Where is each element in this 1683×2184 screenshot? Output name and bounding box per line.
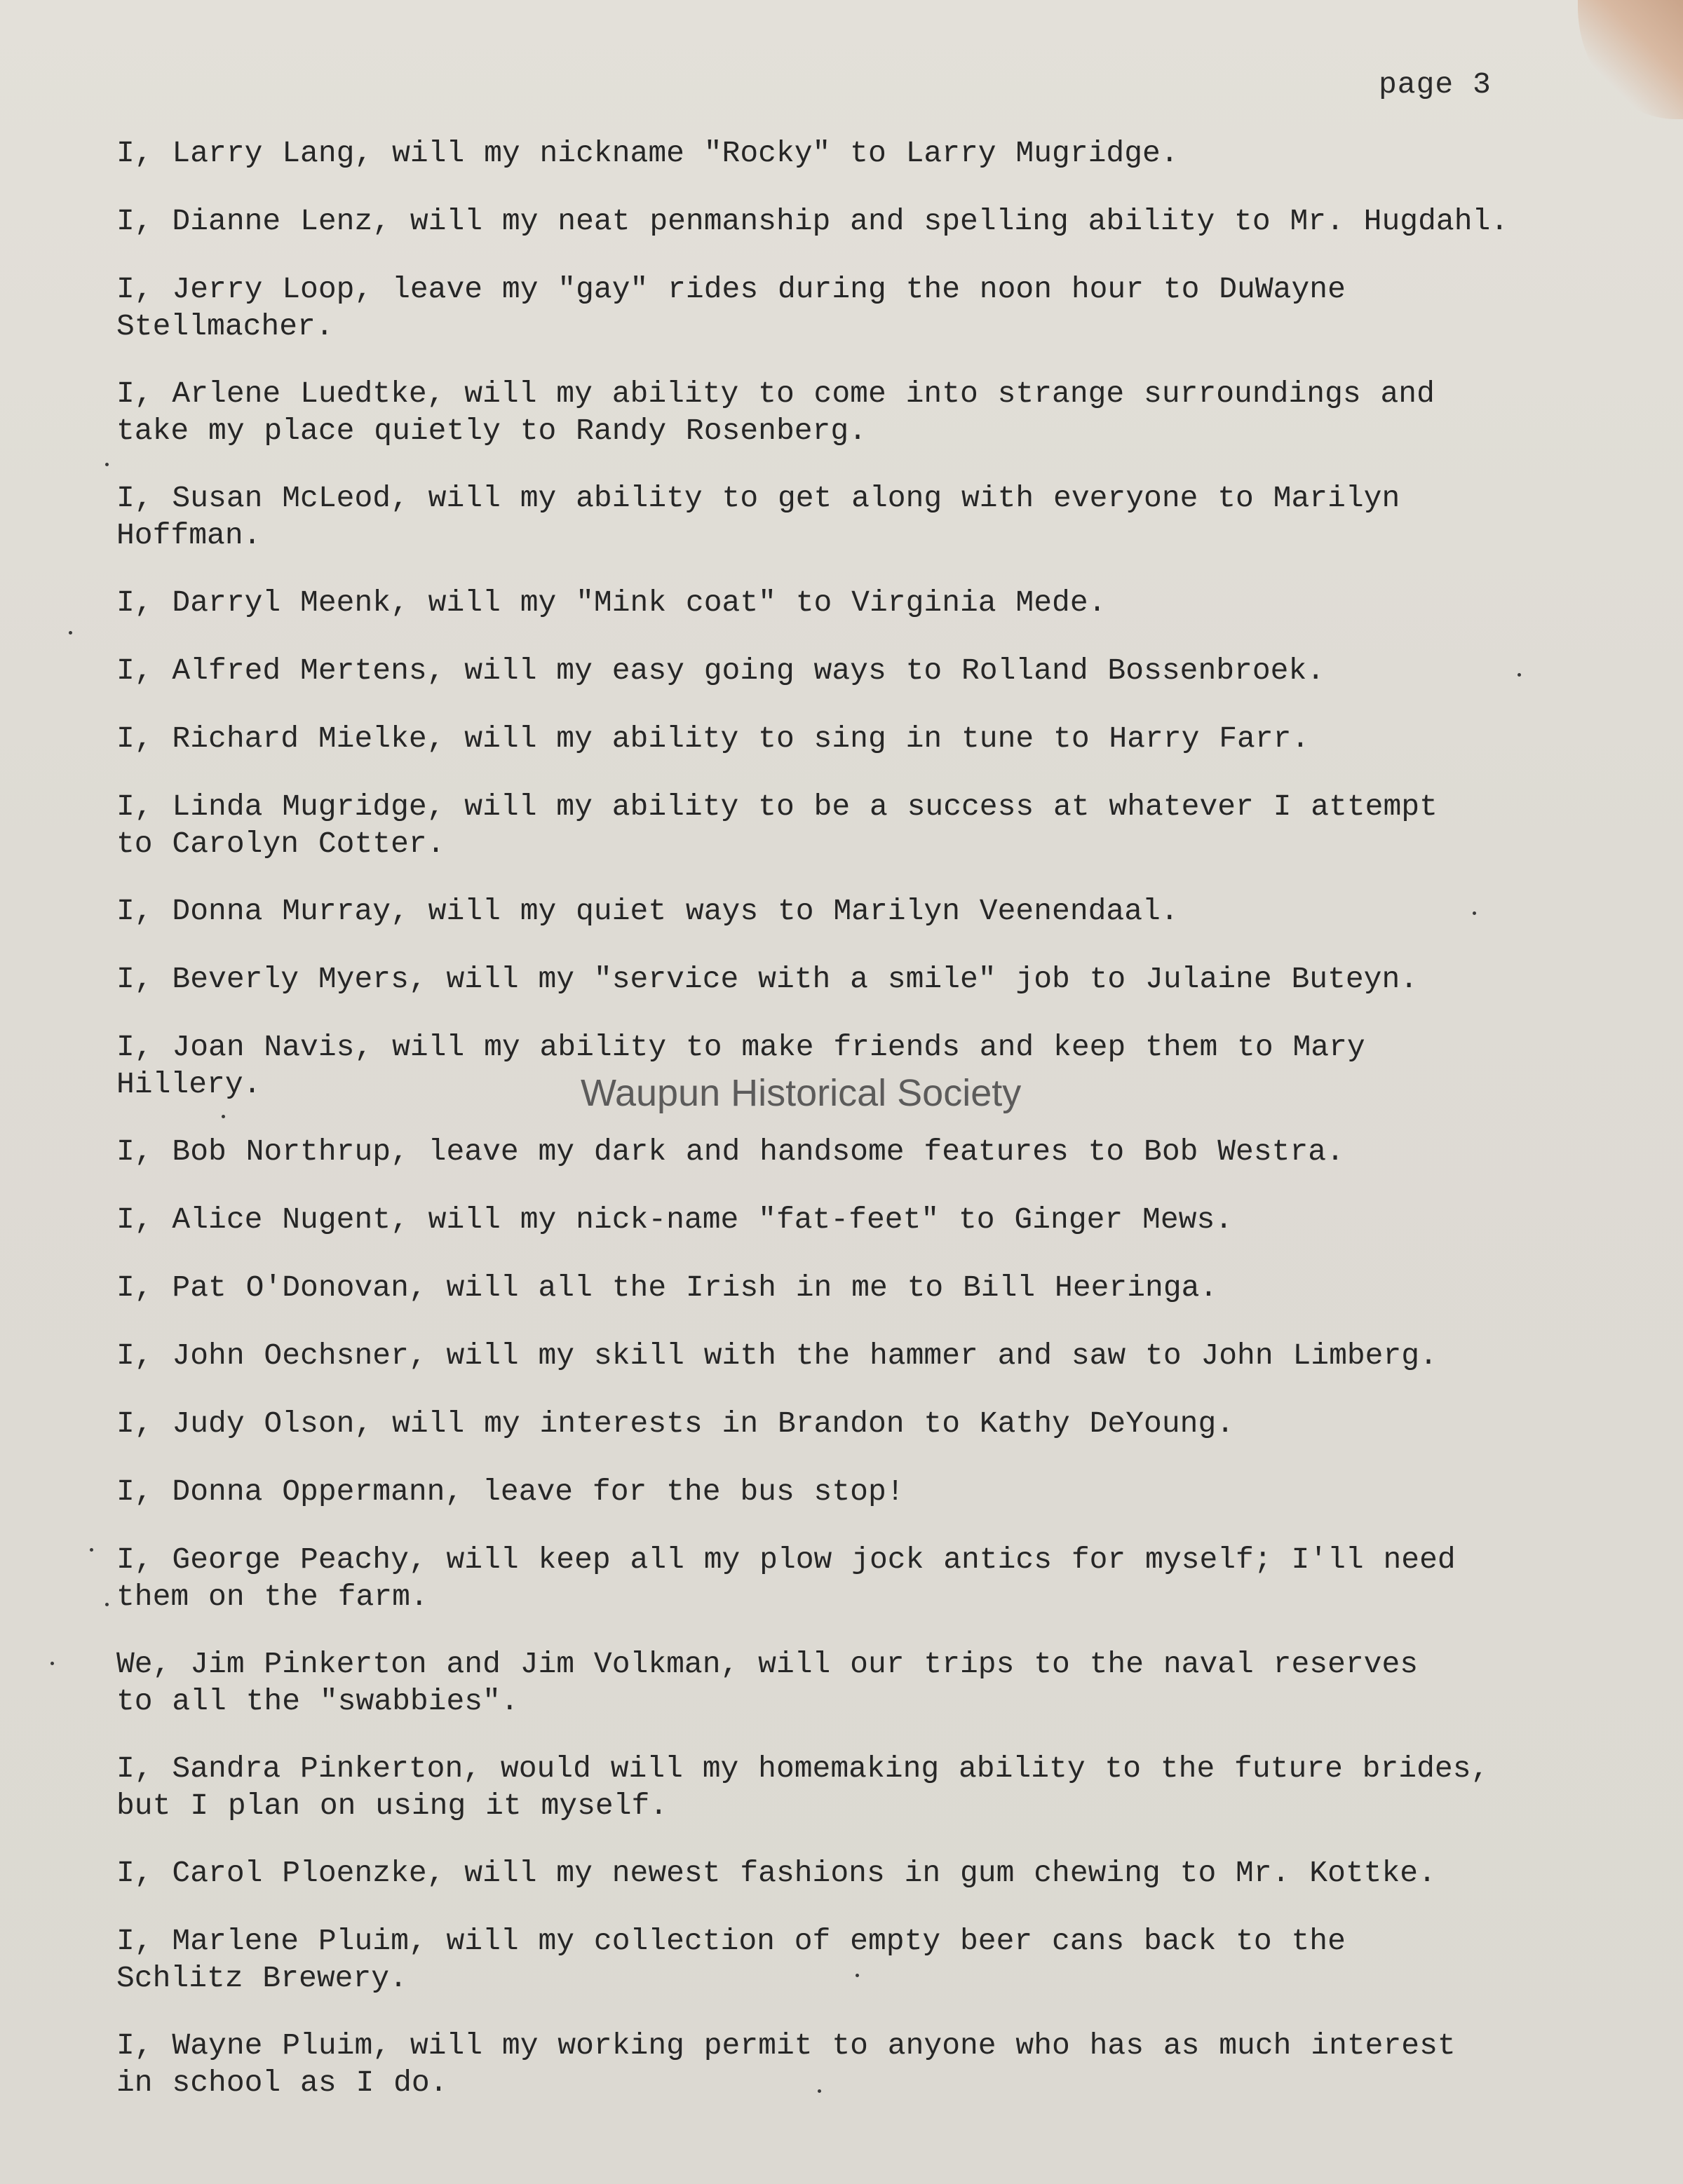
paper-speck [105, 463, 109, 466]
paper-speck [1473, 911, 1476, 915]
will-entry: I, Pat O'Donovan, will all the Irish in me to Bill Heeringa. [116, 1270, 1218, 1305]
will-entry: I, Linda Mugridge, will my ability to be a success at whatever I attempt to Carolyn Cotter. [116, 789, 1438, 861]
paper-speck [222, 1115, 225, 1118]
will-entry: I, Larry Lang, will my nickname "Rocky" to Larry Mugridge. [116, 136, 1179, 170]
paper-speck [50, 1662, 54, 1665]
paper-speck [105, 1603, 109, 1606]
class-will-list [116, 135, 1673, 2101]
page-number: page 3 [1379, 67, 1492, 102]
will-entry: I, Richard Mielke, will my ability to sing in tune to Harry Farr. [116, 721, 1310, 756]
folded-corner [1578, 0, 1683, 119]
paper-speck [69, 631, 72, 635]
will-entry: I, Donna Murray, will my quiet ways to Marilyn Veenendaal. [116, 894, 1179, 928]
will-entry: I, Susan McLeod, will my ability to get along with everyone to Marilyn Hoffman. [116, 481, 1400, 552]
paper-speck [1518, 673, 1521, 677]
will-entry: I, Marlene Pluim, will my collection of empty beer cans back to the Schlitz Brewery. [116, 1924, 1346, 1995]
will-entry: We, Jim Pinkerton and Jim Volkman, will our trips to the naval reserves to all the "swabbies". [116, 1647, 1419, 1718]
will-entry: I, Bob Northrup, leave my dark and handsome features to Bob Westra. [116, 1134, 1344, 1169]
paper-speck [818, 2089, 821, 2093]
will-entry: I, Darryl Meenk, will my "Mink coat" to Virginia Mede. [116, 585, 1107, 620]
will-entry: I, Sandra Pinkerton, would will my homemaking ability to the future brides, but I plan on using it myself. [116, 1751, 1489, 1823]
paper-speck [856, 1974, 859, 1977]
will-entry: I, Alice Nugent, will my nick-name "fat-feet" to Ginger Mews. [116, 1202, 1233, 1237]
will-entry: I, Arlene Luedtke, will my ability to come into strange surroundings and take my place quietly to Randy Rosenberg. [116, 377, 1435, 448]
will-entry: I, Jerry Loop, leave my "gay" rides during the noon hour to DuWayne Stellmacher. [116, 272, 1346, 344]
will-entry: I, Carol Ploenzke, will my newest fashions in gum chewing to Mr. Kottke. [116, 1856, 1436, 1890]
will-entry: I, Wayne Pluim, will my working permit to anyone who has as much interest in school as I do. [116, 2028, 1456, 2100]
will-entry: I, Donna Oppermann, leave for the bus stop! [116, 1474, 905, 1509]
paper-speck [90, 1548, 93, 1552]
will-entry: I, Joan Navis, will my ability to make friends and keep them to Mary Hillery. [116, 1030, 1365, 1101]
watermark: Waupun Historical Society [581, 1072, 1022, 1114]
will-entry: I, Beverly Myers, will my "service with a smile" job to Julaine Buteyn. [116, 962, 1419, 996]
will-entry: I, John Oechsner, will my skill with the hammer and saw to John Limberg. [116, 1338, 1438, 1373]
will-entry: I, Dianne Lenz, will my neat penmanship and spelling ability to Mr. Hugdahl. [116, 204, 1509, 238]
will-entry: I, Alfred Mertens, will my easy going ways to Rolland Bossenbroek. [116, 653, 1325, 688]
will-entry: I, George Peachy, will keep all my plow jock antics for myself; I'll need them on the farm. [116, 1542, 1456, 1614]
will-entry: I, Judy Olson, will my interests in Brandon to Kathy DeYoung. [116, 1406, 1235, 1441]
